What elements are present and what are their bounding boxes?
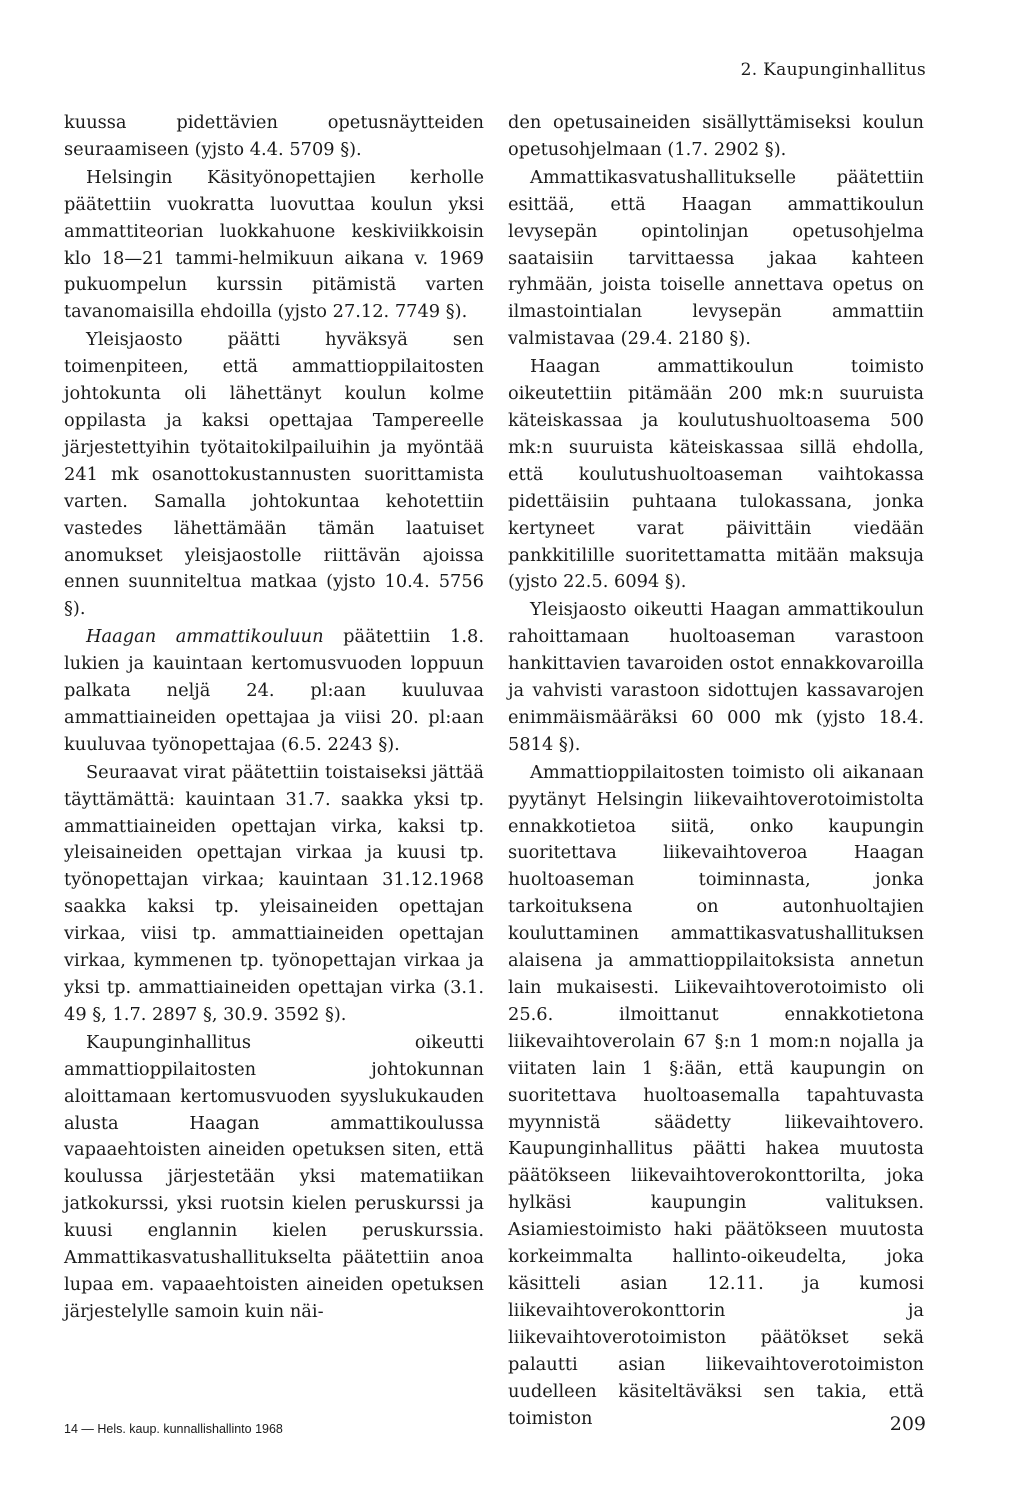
- left-column: [64, 110, 484, 1327]
- publication-footer: 14 — Hels. kaup. kunnallishallinto 1968: [64, 1422, 283, 1436]
- paragraph: Ammattikasvatushallitukselle päätettiin esittää, että Haagan ammattikoulun levysepän opintolinjan opetusohjelma saataisiin tarvittaessa jakaa kahteen ryhmään, joista toiselle annettava opetus on ilmastointialan levysepän ammattiin valmistavaa (29.4. 2180 §).: [508, 166, 924, 350]
- right-column: [508, 110, 924, 1433]
- paragraph: Haagan ammattikoulun toimisto oikeutettiin pitämään 200 mk:n suuruista käteiskassaa ja koulutushuoltoasema 500 mk:n suuruista käteiskassaa sillä ehdolla, että koulutushuoltoaseman vaihtokassa pidettäisiin puhtaana tulokassana, jonka kertyneet varat päivittäin viedään pankkitilille suoritettamatta mitään maksuja (yjsto 22.5. 6094 §).: [508, 356, 924, 593]
- paragraph: Yleisjaosto oikeutti Haagan ammattikoulun rahoittamaan huoltoaseman varastoon hankittavien tavaroiden ostot ennakkovaroilla ja vahvisti varastoon sidottujen kassavarojen enimmäismääräksi 60 000 mk (yjsto 18.4. 5814 §).: [508, 599, 924, 755]
- paragraph: [64, 624, 484, 759]
- paragraph: Yleisjaosto päätti hyväksyä sen toimenpiteen, että ammattioppilaitosten johtokunta oli lähettänyt koulun kolme oppilasta ja kaksi opettajaa Tampereelle järjestettyihin työtaitokilpailuihin ja myöntää 241 mk osanottokustannusten suorittamista varten. Samalla johtokuntaa kehotettiin vastedes lähettämään tämän laatuiset anomukset yleisjaostolle riittävän ajoissa ennen suunniteltua matkaa (yjsto 10.4. 5756 §).: [64, 329, 484, 620]
- italic-heading: Haagan ammattikouluun: [86, 626, 324, 648]
- paragraph: Kaupunginhallitus oikeutti ammattioppilaitosten johtokunnan aloittamaan kertomusvuoden syyslukukauden alusta Haagan ammattikoulussa vapaaehtoisten aineiden opetuksen siten, että koulussa järjestetään yksi matematiikan jatkokurssi, yksi ruotsin kielen peruskurssi ja kuusi englannin kielen peruskurssia. Ammattikasvatushallitukselta päätettiin anoa lupaa em. vapaaehtoisten aineiden opetuksen järjestelylle samoin kuin näi-: [64, 1031, 484, 1322]
- paragraph: Helsingin Käsityönopettajien kerholle päätettiin vuokratta luovuttaa koulun yksi ammattiteorian luokkahuone keskiviikkoisin klo 18—21 tammi-helmikuun aikana v. 1969 pukuompelun kurssin pitämistä varten tavanomaisilla ehdoilla (yjsto 27.12. 7749 §).: [64, 166, 484, 323]
- paragraph: Ammattioppilaitosten toimisto oli aikanaan pyytänyt Helsingin liikevaihtoverotoimistolta ennakkotietoa siitä, onko kaupungin suoritettava liikevaihtoveroa Haagan huoltoaseman toiminnasta, jonka tarkoituksena on autonhuoltajien kouluttaminen ammattikasvatushallituksen alaisena ja ammattioppilaitoksista annetun lain mukaisesti. Liikevaihtoverotoimisto oli 25.6. ilmoittanut ennakkotietona liikevaihtoverolain 67 §:n 1 mom:n nojalla ja viitaten lain 1 §:ään, että kaupungin on suoritettava huoltoasemalla tapahtuvasta myynnistä säädetty liikevaihtovero. Kaupunginhallitus päätti hakea muutosta päätökseen liikevaihtoverokonttorilta, joka hylkäsi kaupungin valituksen. Asiamiestoimisto haki päätökseen muutosta korkeimmalta hallinto-oikeudelta, joka käsitteli asian 12.11. ja kumosi liikevaihtoverokonttorin ja liikevaihtoverotoimiston päätökset sekä palautti asian liikevaihtoverotoimiston uudelleen käsiteltäväksi sen takia, että toimiston: [508, 761, 924, 1429]
- page-number: 209: [889, 1413, 926, 1435]
- paragraph-body: päätettiin 1.8. lukien ja kauintaan kertomusvuoden loppuun palkata neljä 24. pl:aan kuuluvaa ammattiaineiden opettajaa ja viisi 20. pl:aan kuuluvaa työnopettajaa (6.5. 2243 §).: [64, 626, 484, 755]
- paragraph: Seuraavat virat päätettiin toistaiseksi jättää täyttämättä: kauintaan 31.7. saakka yksi tp. ammattiaineiden opettajan virka, kaksi tp. yleisaineiden opettajan virkaa ja kuusi tp. työnopettajan virkaa; kauintaan 31.12.1968 saakka kaksi tp. yleisaineiden opettajan virkaa, viisi tp. ammattiaineiden opettajan virkaa, kymmenen tp. työnopettajan virkaa ja yksi tp. ammattiaineiden opettajan virka (3.1. 49 §, 1.7. 2897 §, 30.9. 3592 §).: [64, 761, 484, 1025]
- running-header: 2. Kaupunginhallitus: [740, 60, 926, 80]
- paragraph: kuussa pidettävien opetusnäytteiden seuraamiseen (yjsto 4.4. 5709 §).: [64, 112, 484, 160]
- paragraph: den opetusaineiden sisällyttämiseksi koulun opetusohjelmaan (1.7. 2902 §).: [508, 112, 924, 160]
